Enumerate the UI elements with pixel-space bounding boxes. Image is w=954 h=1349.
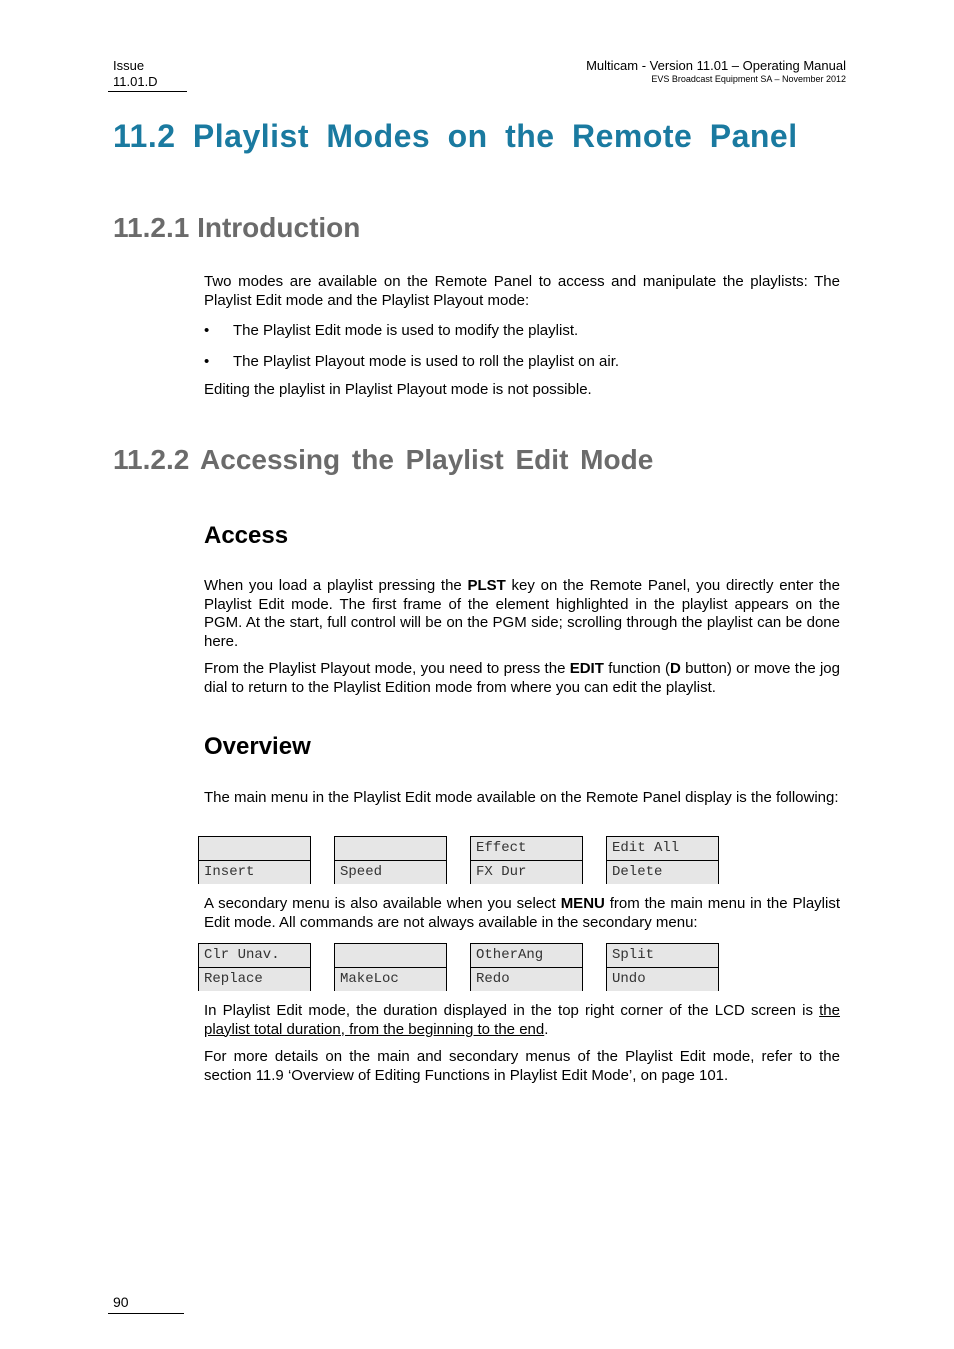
issue-number: 11.01.D	[113, 74, 158, 89]
header-rule	[108, 91, 187, 92]
lcd-main-menu-cell-1: Insert	[198, 836, 311, 884]
overview-paragraph-3: In Playlist Edit mode, the duration displayed in the top right corner of the LCD screen is the playlist total duration, from the beginning to the end.	[204, 1002, 840, 1038]
intro-paragraph: Two modes are available on the Remote Panel to access and manipulate the playlists: The Playlist Edit mode and the Playlist Playout mode:	[204, 273, 840, 309]
lcd-main-menu-cell-4: Edit All Delete	[606, 836, 719, 884]
lcd-secondary-menu-cell-2: MakeLoc	[334, 943, 447, 991]
lcd-secondary-menu-cell-3: OtherAng Redo	[470, 943, 583, 991]
overview-paragraph-1: The main menu in the Playlist Edit mode available on the Remote Panel display is the following:	[204, 789, 839, 806]
list-item: • The Playlist Edit mode is used to modify the playlist.	[204, 322, 579, 339]
access-heading: Access	[204, 522, 289, 549]
lcd-secondary-menu-cell-4: Split Undo	[606, 943, 719, 991]
bullet-icon: •	[204, 322, 210, 339]
section-title: 11.2 Playlist Modes on the Remote Panel	[113, 118, 798, 154]
publisher-line: EVS Broadcast Equipment SA – November 2012	[651, 74, 846, 84]
access-paragraph-1: When you load a playlist pressing the PLST key on the Remote Panel, you directly enter the Playlist Edit mode. The first frame of the element highlighted in the playlist appears on the PGM. At the start, full control will be on the PGM side; scrolling through the playlist can be done here.	[204, 577, 840, 650]
overview-paragraph-2: A secondary menu is also available when you select MENU from the main menu in the Playlist Edit mode. All commands are not always available in the secondary menu:	[204, 895, 840, 931]
overview-paragraph-4: For more details on the main and secondary menus of the Playlist Edit mode, refer to the section 11.9 ‘Overview of Editing Functions in Playlist Edit Mode’, on page 101.	[204, 1048, 840, 1084]
header-issue	[113, 58, 158, 90]
overview-heading: Overview	[204, 733, 311, 760]
bullet-icon: •	[204, 353, 210, 370]
intro-note: Editing the playlist in Playlist Playout mode is not possible.	[204, 381, 592, 398]
issue-label: Issue	[113, 58, 145, 73]
list-item: • The Playlist Playout mode is used to roll the playlist on air.	[204, 353, 620, 370]
manual-title: Multicam - Version 11.01 – Operating Manual	[586, 58, 846, 73]
accessing-heading: 11.2.2 Accessing the Playlist Edit Mode	[113, 444, 654, 475]
header-manual	[586, 58, 846, 85]
lcd-main-menu-cell-3: Effect FX Dur	[470, 836, 583, 884]
access-paragraph-2: From the Playlist Playout mode, you need to press the EDIT function (D button) or move the jog dial to return to the Playlist Edition mode from where you can edit the playlist.	[204, 660, 840, 696]
footer-rule	[108, 1313, 184, 1314]
page-number: 90	[113, 1294, 129, 1310]
lcd-main-menu-cell-2: Speed	[334, 836, 447, 884]
intro-heading: 11.2.1 Introduction	[113, 212, 361, 243]
lcd-secondary-menu-cell-1: Clr Unav. Replace	[198, 943, 311, 991]
